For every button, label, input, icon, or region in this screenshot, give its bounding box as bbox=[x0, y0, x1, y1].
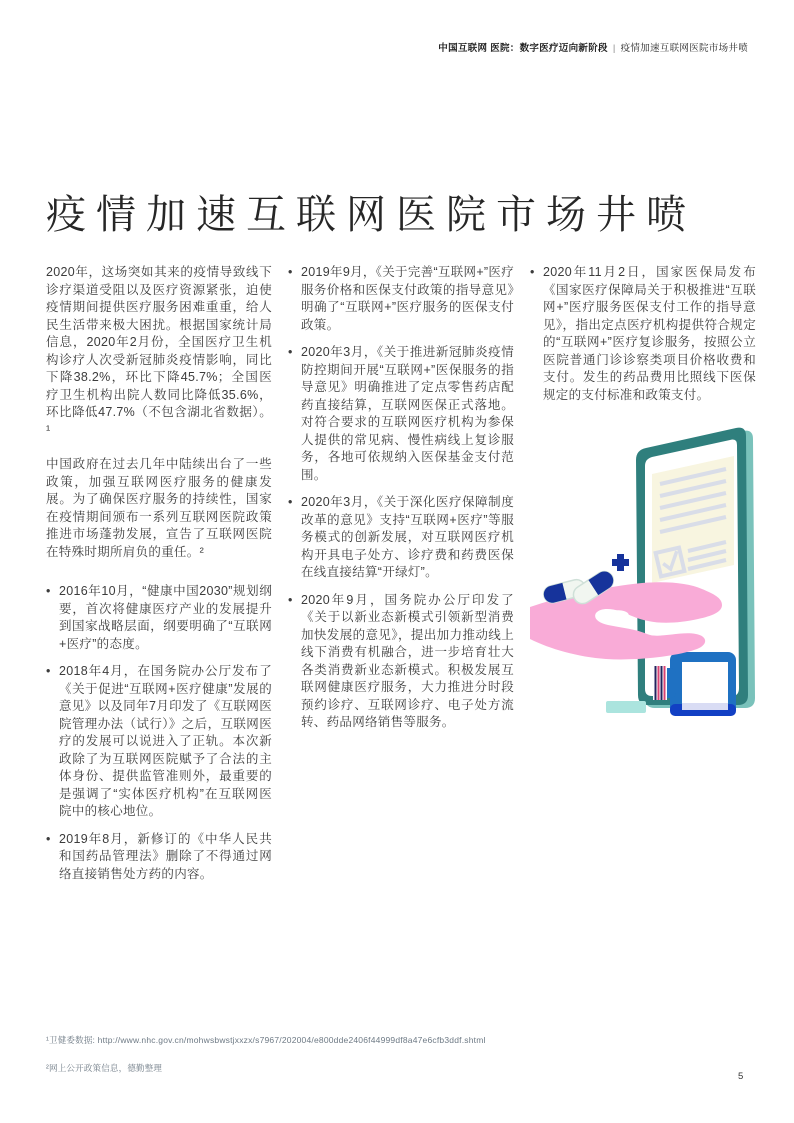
mint-block bbox=[606, 701, 646, 713]
bullet-item bbox=[46, 583, 272, 653]
page-number: 5 bbox=[738, 1071, 744, 1082]
box-window-strip bbox=[682, 703, 728, 710]
bullet-text: 2016年10月，“健康中国2030”规划纲要，首次将健康医疗产业的发展提升到国家战略层面，纲要明确了“互联网+医疗”的态度。 bbox=[59, 584, 272, 651]
bullet-text: 2018年4月，在国务院办公厅发布了《关于促进“互联网+医疗健康”发展的意见》以及同年7月印发了《互联网医院管理办法（试行）》之后，互联网医疗的发展可以说进入了正轨。本次新政除了为互联网医院赋予了合法的主体身份、提供监管准则外，最重要的是强调了“实体医疗机构”在互联网医院中的核心地位。 bbox=[59, 664, 272, 818]
bullet-marker: • bbox=[288, 592, 293, 607]
bullet-marker: • bbox=[530, 265, 535, 279]
bullet-marker: • bbox=[288, 345, 293, 359]
bullet-text: 2020年3月，《关于推进新冠肺炎疫情防控期间开展“互联网+”医保服务的指导意见》明确推进了定点零售药店配药直接结算，互联网医保正式落地。对符合要求的互联网医疗机构为参保人提供的常见病、慢性病线上复诊服务，各地可依规纳入医保基金支付范围。 bbox=[301, 345, 514, 482]
bullet-text: 2019年8月，新修订的《中华人民共和国药品管理法》删除了不得通过网络直接销售处方药的内容。 bbox=[59, 831, 272, 881]
policy-bullet-list bbox=[46, 583, 272, 883]
paragraph: 2020年，这场突如其来的疫情导致线下诊疗渠道受阻以及医疗资源紧张，迫使疫情期间提供医疗服务困难重重，给人民生活带来极大困扰。根据国家统计局信息，2020年2月份，全国医疗卫生机构诊疗人次受新冠肺炎疫情影响，同比下降38.2%，环比下降45.7%；全国医疗卫生机构出院人数同比降低35.6%，环比降低47.7%（不包含湖北省数据）。¹ bbox=[46, 265, 272, 437]
bullet-marker: • bbox=[46, 584, 51, 598]
text-column-1 bbox=[46, 264, 272, 893]
bullet-text: 2020年9月，国务院办公厅印发了《关于以新业态新模式引领新型消费加快发展的意见》，提出加力推动线上线下消费有机融合，进一步培育壮大各类消费新业态新模式。积极发展互联网健康医疗服务，大力推进分时段预约诊疗、互联网诊疗、电子处方流转、药品网络销售等服务。 bbox=[301, 592, 514, 729]
bullet-marker: • bbox=[46, 831, 51, 846]
bullet-marker: • bbox=[46, 664, 51, 678]
medicine-box bbox=[660, 652, 736, 716]
footnote-1: ¹卫健委数据: http://www.nhc.gov.cn/mohwsbwstjxxzx/s7967/202004/e800dde2406f44999df8a47e6cfb3ddf.shtml bbox=[46, 1035, 486, 1045]
header-report-title: 中国互联网 医院：数字医疗迈向新阶段 bbox=[438, 43, 608, 54]
header-chapter-title: 疫情加速互联网医院市场井喷 bbox=[620, 43, 748, 54]
bullet-text: 2019年9月，《关于完善“互联网+”医疗服务价格和医保支付政策的指导意见》明确了“互联网+”医疗服务的医保支付政策。 bbox=[301, 265, 514, 332]
header-divider: | bbox=[612, 43, 616, 54]
bullet-text: 2020年11月2日，国家医保局发布《国家医疗保障局关于积极推进“互联网+”医疗服务医保支付工作的指导意见》，指出定点医疗机构提供符合规定的“互联网+”医疗复诊服务，按照公立医院普通门诊诊察类项目价格收费和支付。发生的药品费用比照线下医保规定的支付标准和政策支付。 bbox=[543, 265, 756, 402]
bullet-item bbox=[288, 264, 514, 334]
medical-cross-icon bbox=[612, 554, 629, 571]
bullet-marker: • bbox=[288, 265, 293, 279]
bullet-item bbox=[530, 264, 756, 404]
box-window bbox=[682, 662, 728, 710]
running-header bbox=[438, 40, 748, 54]
text-column-3 bbox=[530, 264, 756, 414]
paragraph: 中国政府在过去几年中陆续出台了一些政策，加强互联网医疗服务的健康发展。为了确保医疗服务的持续性，国家在疫情期间颁布一系列互联网医院政策推进市场蓬勃发展，宣告了互联网医院在特殊时期所肩负的重任。² bbox=[46, 457, 272, 559]
bullet-item bbox=[46, 663, 272, 821]
footnote-2: ²网上公开政策信息，德勤整理 bbox=[46, 1063, 163, 1073]
bullet-marker: • bbox=[288, 495, 293, 509]
telemedicine-illustration bbox=[530, 420, 765, 720]
barcode bbox=[653, 666, 667, 700]
policy-bullet-list bbox=[530, 264, 756, 404]
bullet-item bbox=[288, 344, 514, 484]
bullet-text: 2020年3月，《关于深化医疗保障制度改革的意见》支持“互联网+医疗”等服务模式的创新发展，对互联网医疗机构开具电子处方、诊疗费和药费医保在线直接结算“开绿灯”。 bbox=[301, 495, 514, 579]
bullet-item bbox=[46, 831, 272, 884]
bullet-item bbox=[288, 494, 514, 582]
text-column-2 bbox=[288, 264, 514, 742]
bullet-item bbox=[288, 592, 514, 732]
page-title: 疫情加速互联网医院市场井喷 bbox=[46, 192, 696, 237]
policy-bullet-list bbox=[288, 264, 514, 732]
